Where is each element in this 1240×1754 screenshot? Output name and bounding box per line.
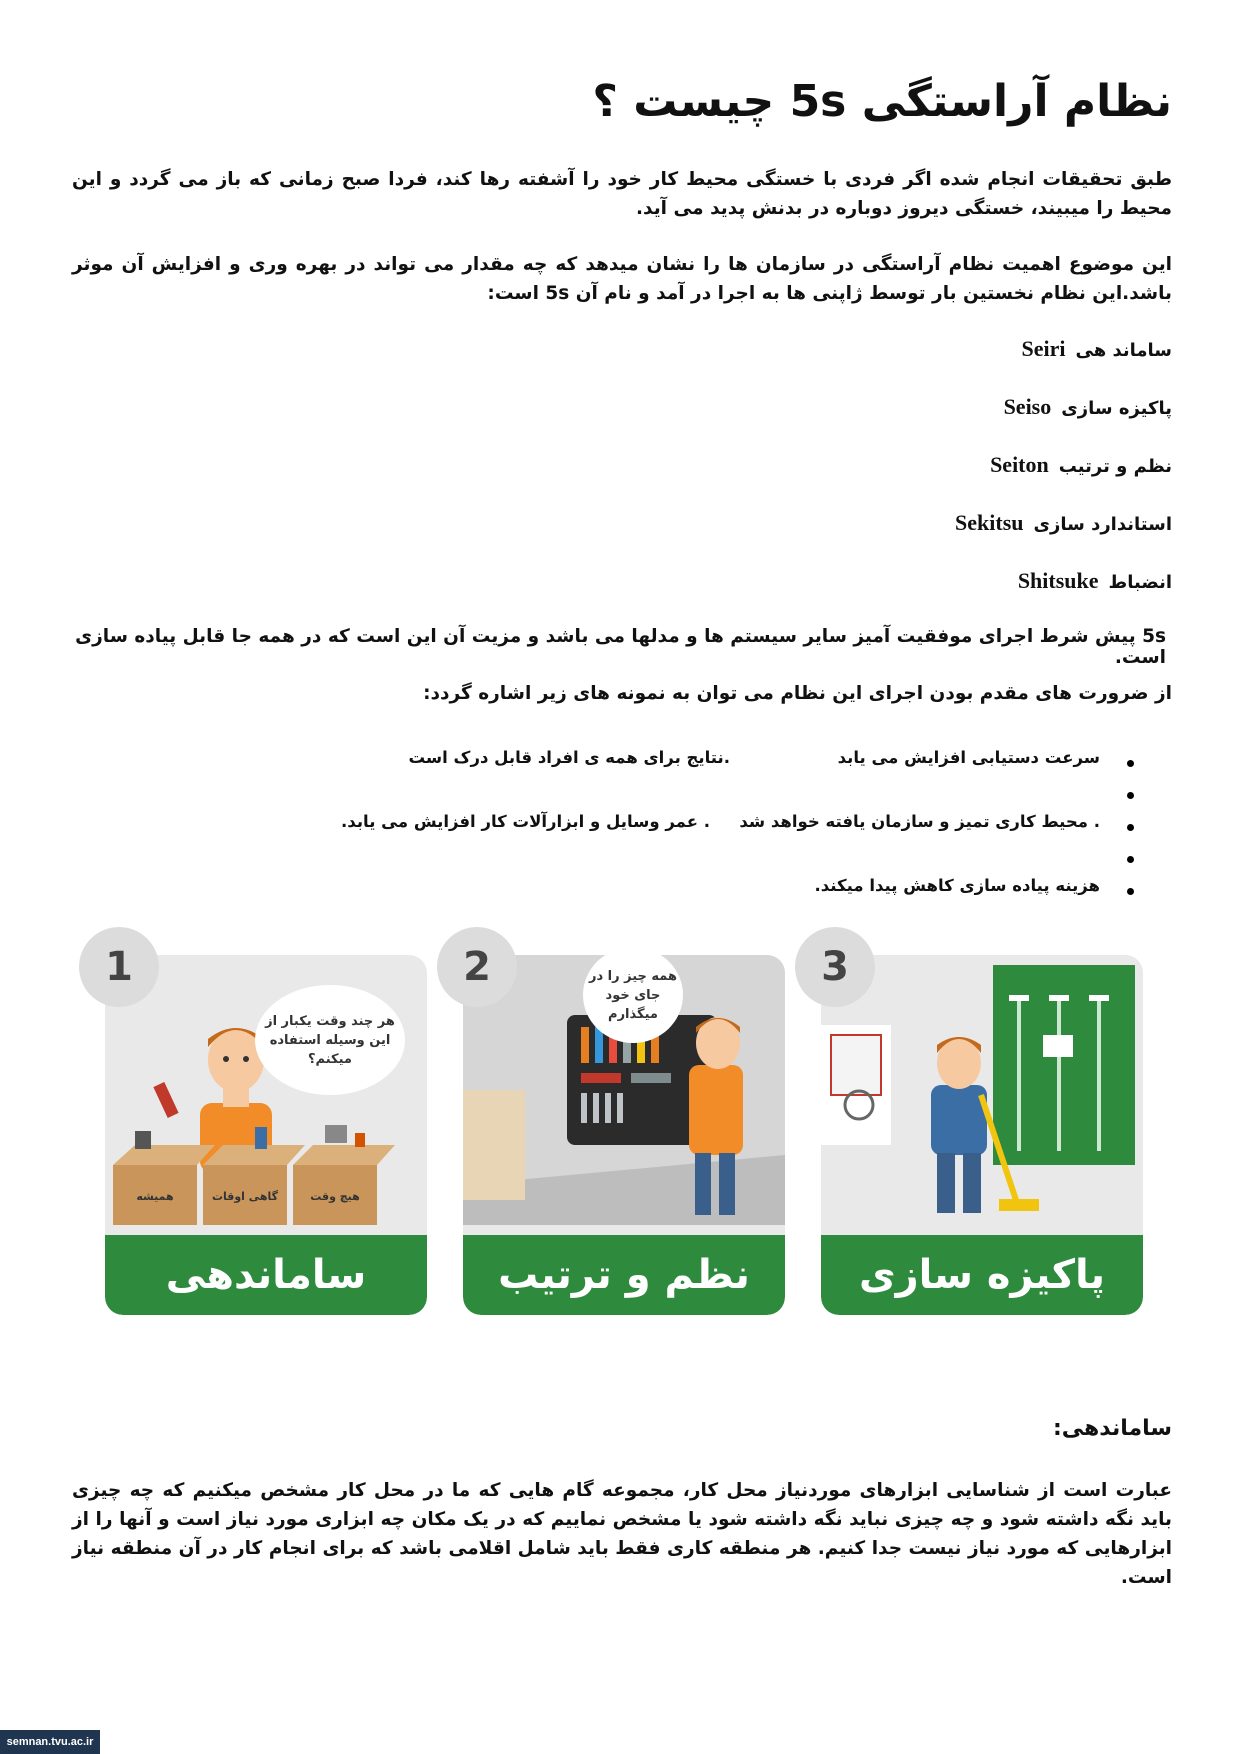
s-item-seiri — [1022, 335, 1172, 365]
bullet-text: . عمر وسایل و ابزارآلات کار افزایش می یابد. — [341, 812, 710, 831]
s-item-seiton — [990, 451, 1172, 481]
box-label: گاهی اوقات — [211, 1190, 279, 1203]
panel-sort — [105, 944, 427, 1315]
page-title: نظام آراستگی 5s چیست ؟ — [592, 76, 1172, 127]
bullet-text: . محیط کاری تمیز و سازمان یافته خواهد شد — [739, 812, 1100, 831]
importance-paragraph: این موضوع اهمیت نظام آراستگی در سازمان ها را نشان میدهد که چه مقدار می تواند در بهره وری و افزایش آن موثر باشد.این نظام نخستین بار توسط ژاپنی ها به اجرا در آمد و نام آن 5s است: — [72, 254, 1172, 304]
prerequisite-paragraph: 5s پیش شرط اجرای موفقیت آمیز سایر سیستم ها و مدلها می باشد و مزیت آن این است که در همه جا قابل پیاده سازی است. — [75, 626, 1166, 668]
s-item-fa: انضباط — [1108, 572, 1172, 593]
step-number: 3 — [795, 927, 875, 1007]
bullet-row — [180, 876, 1100, 906]
panel-card — [821, 955, 1143, 1315]
site-badge[interactable]: semnan.tvu.ac.ir — [0, 1730, 100, 1754]
bullet-dot — [1127, 856, 1134, 863]
box-label: هیچ وقت — [310, 1190, 360, 1203]
speech-bubble: همه چیز را در جای خود میگذارم — [583, 955, 683, 1043]
s-item-en: Sekitsu — [955, 510, 1024, 535]
s-item-en: Shitsuke — [1017, 568, 1099, 593]
bullet-text: سرعت دستیابی افزایش می یابد — [837, 748, 1100, 767]
bullet-dot — [1127, 888, 1134, 895]
s-item-sekitsu — [955, 509, 1172, 539]
shine-illustration — [821, 955, 1143, 1225]
bullet-row — [180, 748, 1100, 778]
s-item-shitsuke — [1018, 567, 1172, 597]
s-item-seiso — [1004, 393, 1172, 423]
bullet-text: .نتایج برای همه ی افراد قابل درک است — [408, 748, 730, 767]
bullet-row — [180, 780, 1100, 810]
s-item-en: Seiri — [1021, 336, 1066, 361]
panel-card — [105, 955, 427, 1315]
bullet-dot — [1127, 792, 1134, 799]
step-number: 1 — [79, 927, 159, 1007]
s-item-fa: استاندارد سازی — [1033, 514, 1172, 535]
bullet-row — [180, 812, 1100, 842]
intro-paragraph: طبق تحقیقات انجام شده اگر فردی با خستگی محیط کار خود را آشفته رها کند، فردا صبح زمانی که باز می گردد و این محیط را میبیند، خستگی دیروز دوباره در بدنش پدید می آید. — [72, 169, 1172, 219]
sort-description-paragraph: عبارت است از شناسایی ابزارهای موردنیاز محل کار، مجموعه گام هایی که ما در محل کار مشخص میکنیم که چه چیزی باید نگه داشته شود و چه چیزی نباید نگه داشته شود یا مشخص نماییم که در یک مکان چه ابزاری مورد نیاز است و آنها را از ابزارهایی که مورد نیاز نیست جدا کنیم. هر منطقه کاری فقط باید شامل اقلامی باشد که برای انجام کار در آن منطقه نیاز است. — [72, 1480, 1172, 1588]
panel-card — [463, 955, 785, 1315]
box-label: همیشه — [136, 1190, 174, 1203]
bullet-text: هزینه پیاده سازی کاهش پیدا میکند. — [814, 876, 1100, 895]
panel-set-in-order — [463, 944, 785, 1315]
panel-caption: ساماندهی — [105, 1235, 427, 1315]
s-item-en: Seiso — [1003, 394, 1052, 419]
s-item-en: Seiton — [990, 452, 1049, 477]
panel-caption: پاکیزه سازی — [821, 1235, 1143, 1315]
panel-shine — [821, 944, 1143, 1315]
sort-illustration — [105, 955, 427, 1225]
necessity-paragraph: از ضرورت های مقدم بودن اجرای این نظام می توان به نمونه های زیر اشاره گردد: — [423, 683, 1172, 704]
speech-bubble: هر چند وقت یکبار از این وسیله استفاده میکنم؟ — [255, 985, 405, 1095]
panel-caption: نظم و ترتیب — [463, 1235, 785, 1315]
bullet-dot — [1127, 760, 1134, 767]
s-item-fa: ساماند هی — [1075, 340, 1172, 361]
bullet-row — [180, 844, 1100, 874]
s-item-fa: پاکیزه سازی — [1061, 398, 1172, 419]
s-item-fa: نظم و ترتیب — [1058, 456, 1172, 477]
section-heading: ساماندهی: — [1052, 1416, 1172, 1441]
step-number: 2 — [437, 927, 517, 1007]
bullet-dot — [1127, 824, 1134, 831]
